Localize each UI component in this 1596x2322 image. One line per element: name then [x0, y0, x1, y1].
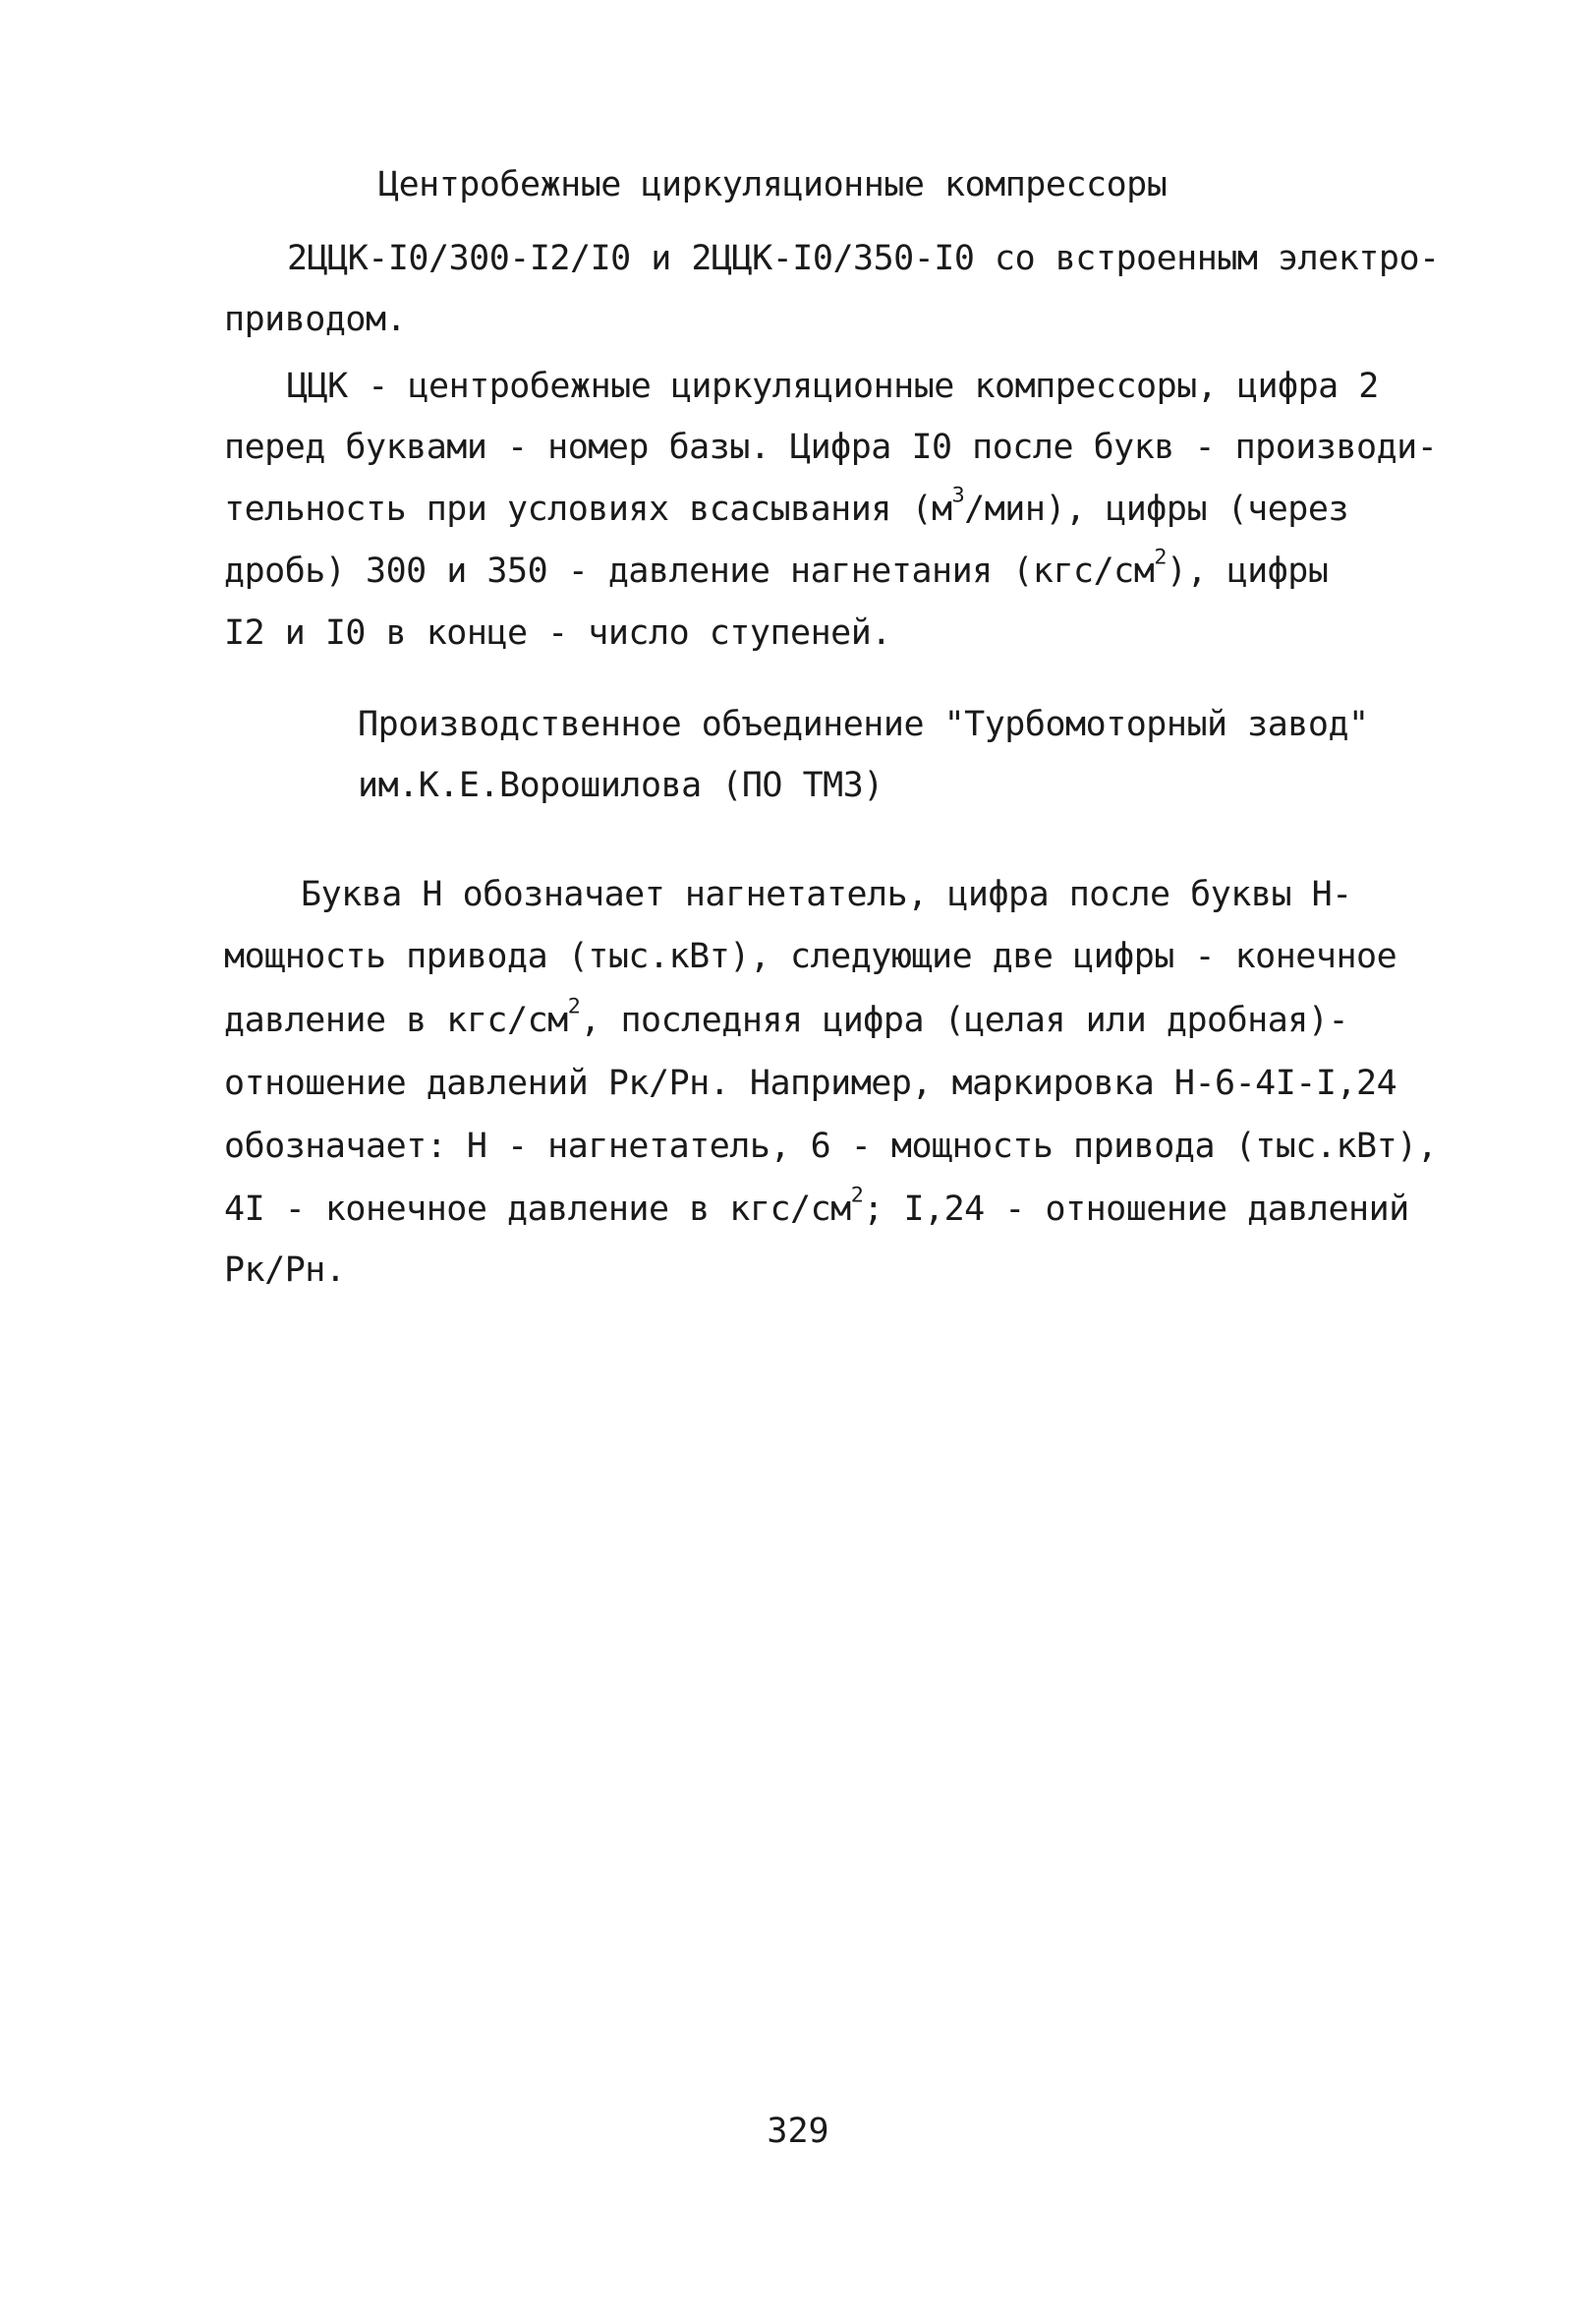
section-heading: Центробежные циркуляционные компрессоры [378, 165, 1168, 204]
text-fragment: тельность при условиях всасывания (м [224, 490, 952, 529]
text-fragment: ), цифры [1166, 551, 1329, 591]
paragraph-1-line-2: перед буквами - номер базы. Цифра I0 после букв - производи- [224, 428, 1438, 467]
paragraph-2-line-2: мощность привода (тыс.кВт), следующие две цифры - конечное [224, 937, 1397, 976]
page-number: 329 [767, 2112, 829, 2151]
paragraph-1-line-4 [224, 545, 1329, 593]
superscript: 2 [567, 994, 581, 1019]
text-fragment: , последняя цифра (целая или дробная)- [580, 1001, 1349, 1040]
text-fragment: дробь) 300 и 350 - давление нагнетания (кгс/см [224, 551, 1155, 591]
superscript: 2 [850, 1183, 864, 1208]
paragraph-2-line-6 [224, 1183, 1409, 1231]
paragraph-2-line-4: отношение давлений Рк/Рн. Например, маркировка Н-6-4I-I,24 [224, 1064, 1397, 1103]
paragraph-2-line-3 [224, 994, 1349, 1042]
text-fragment: давление в кгс/см [224, 1001, 568, 1040]
paragraph-1-line-1: ЦЦК - центробежные циркуляционные компрессоры, цифра 2 [287, 367, 1379, 406]
paragraph-1-line-5: I2 и I0 в конце - число ступеней. [224, 613, 891, 653]
text-fragment: 4I - конечное давление в кгс/см [224, 1190, 851, 1229]
model-line-1: 2ЦЦК-I0/300-I2/I0 и 2ЦЦК-I0/350-I0 со встроенным электро- [287, 239, 1440, 278]
paragraph-1-line-3 [224, 483, 1349, 531]
manufacturer-line-2: им.К.Е.Ворошилова (ПО ТМЗ) [358, 766, 884, 805]
manufacturer-line-1: Производственное объединение "Турбомоторный завод" [358, 705, 1369, 744]
paragraph-2-line-1: Буква Н обозначает нагнетатель, цифра после буквы Н- [301, 875, 1352, 914]
text-fragment: /мин), цифры (через [964, 490, 1349, 529]
paragraph-2-line-5: обозначает: Н - нагнетатель, 6 - мощность привода (тыс.кВт), [224, 1127, 1438, 1166]
superscript: 3 [951, 483, 965, 508]
paragraph-2-line-7: Рк/Рн. [224, 1250, 346, 1290]
superscript: 2 [1154, 545, 1167, 570]
text-fragment: ; I,24 - отношение давлений [863, 1190, 1409, 1229]
model-line-2: приводом. [224, 300, 407, 339]
